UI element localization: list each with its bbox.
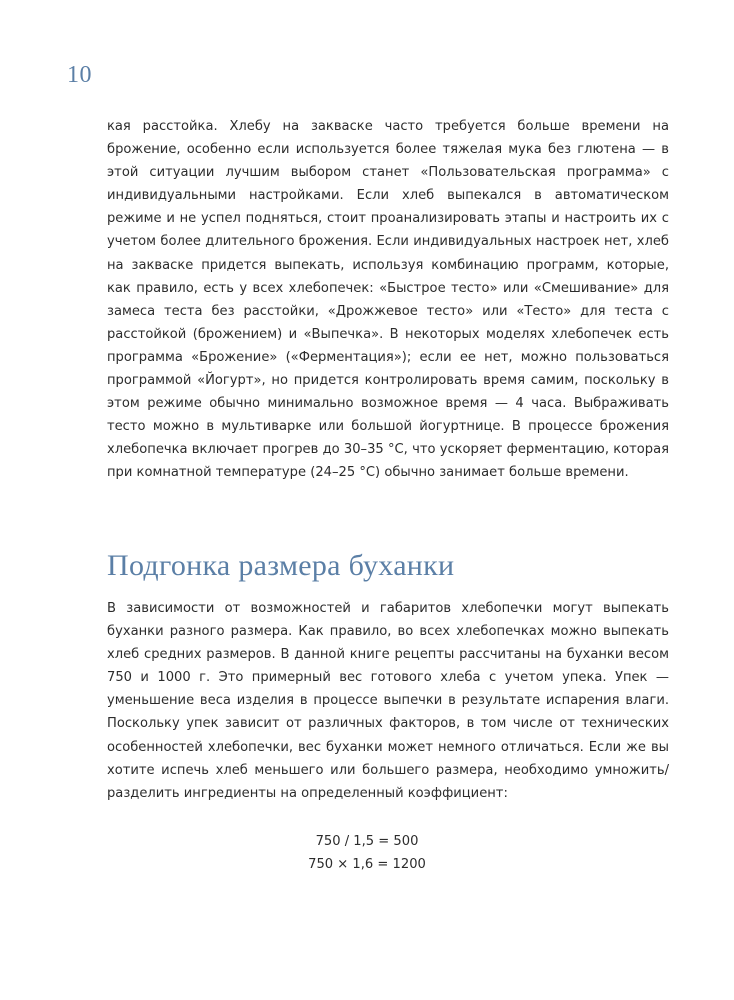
body-paragraph-2: В зависимости от возможностей и габаритов хлебопечки могут выпекать буханки разного размера. Как правило, во всех хлебопечках можно выпекать хлеб средних размеров. В данной книге рецепты рассчитаны на буханки весом 750 и 1000 г. Это примерный вес готового хлеба с учетом упека. Упек — уменьшение веса изделия в процессе выпечки в результате испарения влаги. Поскольку упек зависит от различных факторов, в том числе от технических особенностей хлебопечки, вес буханки может немного отличаться. Если же вы хотите испечь хлеб меньшего или большего размера, необходимо умножить/ разделить ингредиенты на определенный коэффициент: [107, 601, 669, 801]
formula-block [0, 830, 734, 876]
section-heading: Подгонка размера буханки [107, 549, 455, 582]
body-paragraph-1: кая расстойка. Хлебу на закваске часто требуется больше времени на брожение, особенно если используется более тяжелая мука без глютена — в этой ситуации лучшим выбором станет «Пользовательская программа» с индивидуальными настройками. Если хлеб выпекался в автоматическом режиме и не успел подняться, стоит проанализировать этапы и настроить их с учетом более длительного брожения. Если индивидуальных настроек нет, хлеб на закваске придется выпекать, используя комбинацию программ, которые, как правило, есть у всех хлебопечек: «Быстрое тесто» или «Смешивание» для замеса теста без расстойки, «Дрожжевое тесто» или «Тесто» для теста с расстойкой (брожением) и «Выпечка». В некоторых моделях хлебопечек есть программа «Брожение» («Ферментация»); если ее нет, можно пользоваться программой «Йогурт», но придется контролировать время самим, поскольку в этом режиме обычно минимально возможное время — 4 часа. Выбраживать тесто можно в мультиварке или большой йогуртнице. В процессе брожения хлебопечка включает прогрев до 30–35 °С, что ускоряет ферментацию, которая при комнатной температуре (24–25 °С) обычно занимает больше времени. [107, 119, 669, 481]
formula-line-1: 750 / 1,5 = 500 [315, 834, 419, 849]
page-number: 10 [67, 62, 92, 88]
formula-line-2: 750 × 1,6 = 1200 [308, 857, 426, 872]
